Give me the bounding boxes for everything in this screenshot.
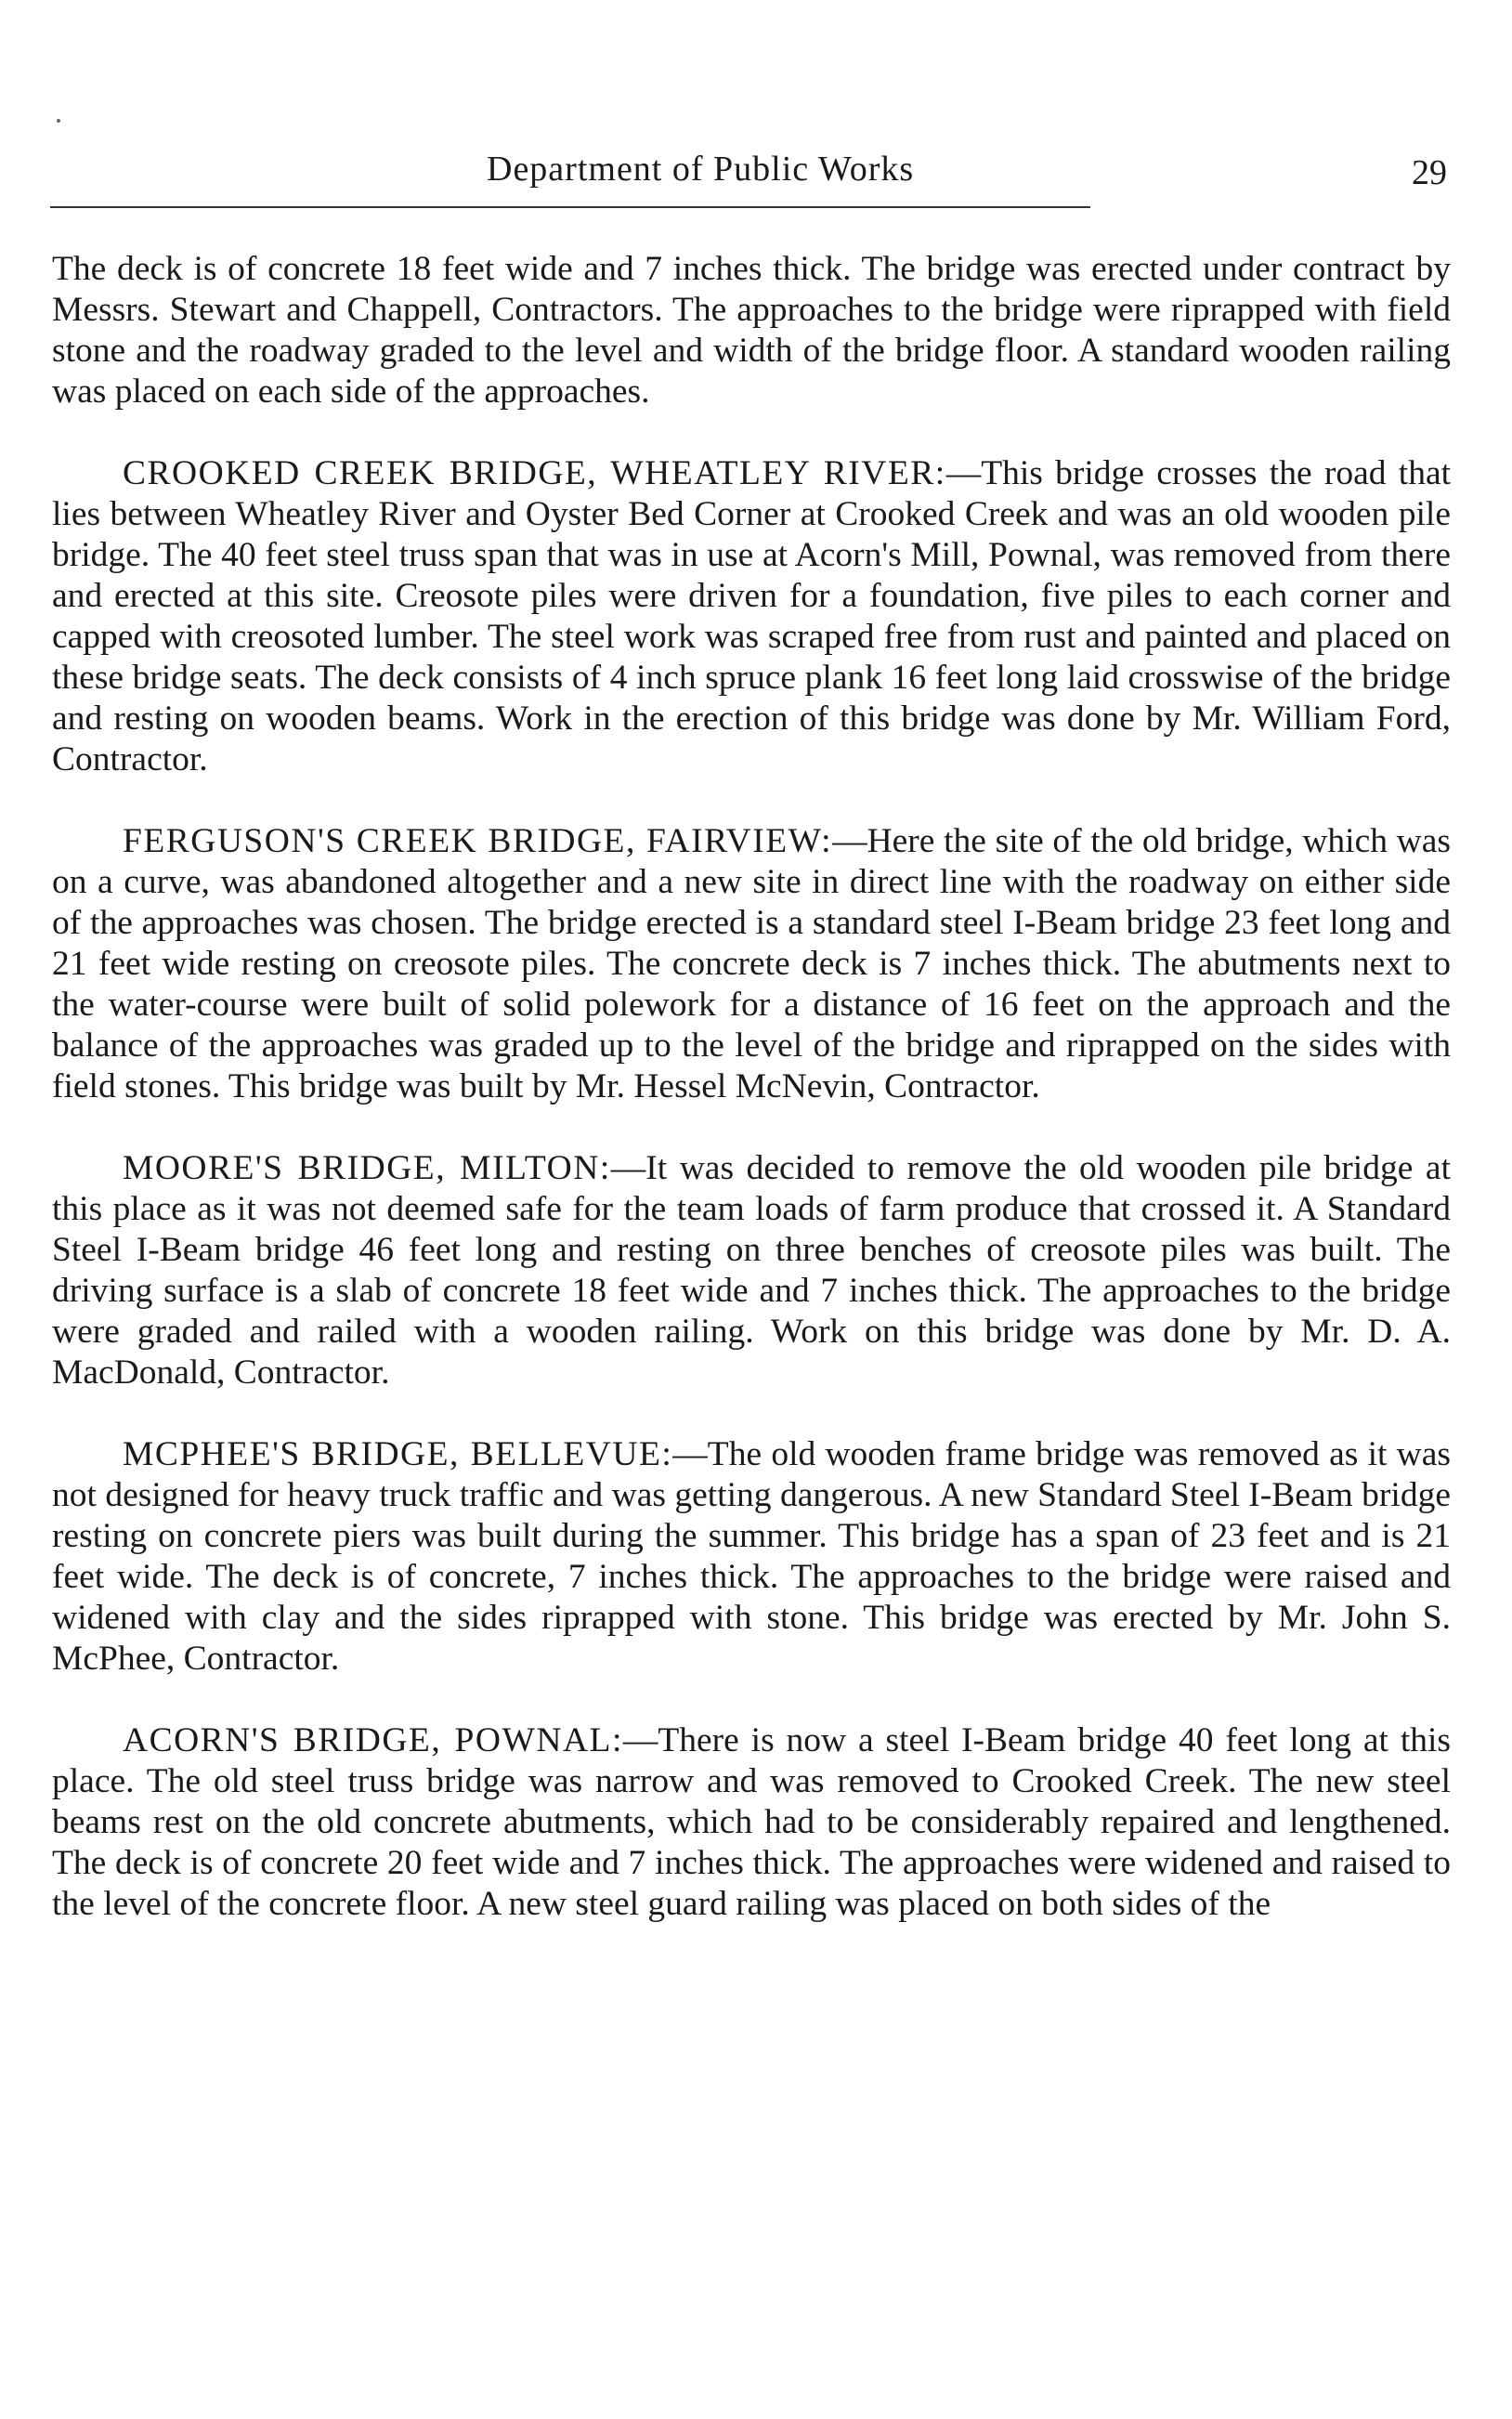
paragraph-text: —Here the site of the old bridge, which was on a curve, was abandoned altogether and a new site in direct line with the roadway on either side of the approaches was chosen. The bridge erected is a standard steel I-Beam bridge 23 feet long and 21 feet wide resting on creosote piles. The concrete deck is 7 inches thick. The abutments next to the water-course were built of solid polework for a distance of 16 feet on the approach and the balance of the approaches was graded up to the level of the bridge and riprapped on the sides with field stones. This bridge was built by Mr. Hessel McNevin, Contractor. [52, 822, 1451, 1105]
scan-speck [57, 119, 60, 123]
paragraph-text: —It was decided to remove the old wooden pile bridge at this place as it was not deemed safe for the team loads of farm produce that crossed it. A Standard Steel I-Beam bridge 46 feet long and resting on three benches of creosote piles was built. The driving surface is a slab of concrete 18 feet wide and 7 inches thick. The approaches to the bridge were graded and railed with a wooden railing. Work on this bridge was done by Mr. D. A. MacDonald, Contractor. [52, 1149, 1451, 1392]
paragraph-text: —There is now a steel I-Beam bridge 40 feet long at this place. The old steel truss bridge was narrow and was removed to Crooked Creek. The new steel beams rest on the old concrete abutments, which had to be considerably repaired and lengthened. The deck is of concrete 20 feet wide and 7 inches thick. The approaches were widened and raised to the level of the concrete floor. A new steel guard railing was placed on both sides of the [52, 1721, 1452, 1923]
paragraph-text: —This bridge crosses the road that lies between Wheatley River and Oyster Bed Corner at Crooked Creek and was an old wooden pile bridge. The 40 feet steel truss span that was in use at Acorn's Mill, Pownal, was removed from there and erected at this site. Creosote piles were driven for a foundation, five piles to each corner and capped with creosoted lumber. The steel work was scraped free from rust and painted and placed on these bridge seats. The deck consists of 4 inch spruce plank 16 feet long laid crosswise of the bridge and resting on wooden beams. Work in the erection of this bridge was done by Mr. William Ford, Contractor. [52, 454, 1452, 778]
paragraph-text: The deck is of concrete 18 feet wide and 7 inches thick. The bridge was erected under contract by Messrs. Stewart and Chappell, Contractors. The approaches to the bridge were riprapped with field stone and the roadway graded to the level and width of the bridge floor. A standard wooden railing was placed on each side of the approaches. [52, 250, 1451, 411]
header-rule [50, 206, 1090, 208]
paragraph-intro [52, 249, 1451, 412]
body-text [52, 249, 1451, 1925]
section-heading: MOORE'S BRIDGE, MILTON: [123, 1149, 611, 1187]
paragraph-fergusons-creek-bridge [52, 821, 1451, 1107]
page-number: 29 [1412, 153, 1447, 192]
section-heading: ACORN'S BRIDGE, POWNAL: [123, 1721, 623, 1759]
paragraph-mcphees-bridge [52, 1434, 1451, 1680]
paragraph-text: —The old wooden frame bridge was removed as it was not designed for heavy truck traffic and was getting dangerous. A new Standard Steel I-Beam bridge resting on concrete piers was built during the summer. This bridge has a span of 23 feet and is 21 feet wide. The deck is of concrete, 7 inches thick. The approaches to the bridge were raised and widened with clay and the sides riprapped with stone. This bridge was erected by Mr. John S. McPhee, Contractor. [52, 1435, 1451, 1678]
running-head-title: Department of Public Works [487, 150, 915, 189]
page-header [50, 139, 1453, 199]
section-heading: MCPHEE'S BRIDGE, BELLEVUE: [123, 1435, 673, 1473]
section-heading: FERGUSON'S CREEK BRIDGE, FAIRVIEW: [123, 822, 833, 860]
paragraph-moores-bridge [52, 1148, 1451, 1393]
paragraph-crooked-creek-bridge [52, 453, 1451, 780]
paragraph-acorns-bridge [52, 1720, 1451, 1925]
section-heading: CROOKED CREEK BRIDGE, WHEATLEY RIVER: [123, 454, 946, 492]
